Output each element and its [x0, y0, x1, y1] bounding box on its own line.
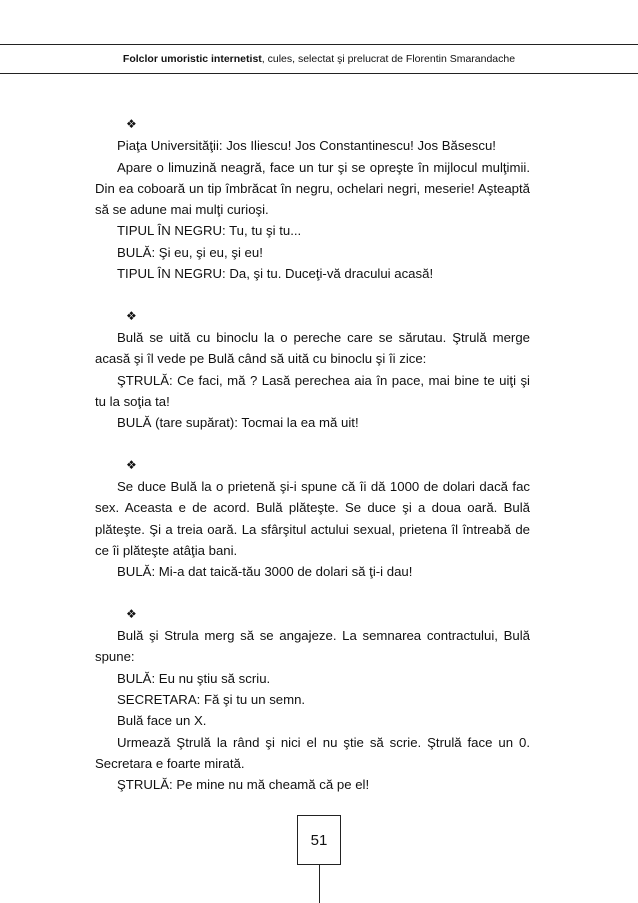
page-number: 51	[310, 831, 328, 849]
header-title-bold: Folclor umoristic internetist	[122, 53, 262, 65]
paragraph: BULĂ (tare supărat): Tocmai la ea mă uit!	[117, 415, 359, 431]
separator-diamond-icon: ❖	[126, 606, 137, 621]
separator-diamond-icon: ❖	[126, 457, 137, 472]
page-number-stem	[319, 865, 320, 903]
paragraph: Bulă face un X.	[117, 713, 207, 729]
separator-diamond-icon: ❖	[126, 117, 137, 131]
header-top-rule	[0, 44, 638, 45]
page-content	[95, 114, 530, 796]
section-gap	[95, 284, 530, 305]
section-gap	[95, 583, 530, 604]
header-bottom-rule	[0, 73, 638, 74]
separator-diamond-icon: ❖	[126, 308, 137, 323]
paragraph: ŞTRULĂ: Ce faci, mă ? Lasă perechea aia în pace, mai bine te uiţi şi tu la soţia ta!	[95, 372, 530, 409]
paragraph: SECRETARA: Fă şi tu un semn.	[117, 692, 306, 708]
section-gap	[95, 433, 530, 454]
paragraph: BULĂ: Mi-a dat taică-tău 3000 de dolari să ţi-i dau!	[117, 564, 413, 580]
paragraph: TIPUL ÎN NEGRU: Da, şi tu. Duceţi-vă dracului acasă!	[117, 266, 434, 282]
paragraph: Apare o limuzină neagră, face un tur şi se opreşte în mijlocul mulţimii. Din ea coboară un tip îmbrăcat în negru, ochelari negri, meserie! Aşteaptă să se adune mai mulţi curioşi.	[95, 159, 530, 218]
running-header	[0, 51, 638, 67]
paragraph: Bulă şi Strula merg să se angajeze. La semnarea contractului, Bulă spune:	[95, 628, 530, 665]
paragraph: Se duce Bulă la o prietenă şi-i spune că îi dă 1000 de dolari dacă fac sex. Aceasta e de acord. Bulă plăteşte. Se duce şi a doua oară. Bulă plăteşte. Şi a treia oară. La sfârşitul actului sexual, prietena îl întreabă de ce îi plăteşte atâţia bani.	[95, 479, 530, 558]
paragraph: Piaţa Universităţii: Jos Iliescu! Jos Constantinescu! Jos Băsescu!	[117, 138, 496, 154]
paragraph: BULĂ: Şi eu, şi eu, şi eu!	[117, 244, 263, 260]
paragraph: Urmează Ştrulă la rând şi nici el nu ştie să scrie. Ştrulă face un 0. Secretara e foarte mirată.	[95, 734, 530, 771]
page-number-box	[297, 815, 341, 865]
paragraph: Bulă se uită cu binoclu la o pereche care se sărutau. Ştrulă merge acasă şi îl vede pe Bulă când să uită cu binoclu şi îi zice:	[95, 329, 530, 367]
paragraph: ŞTRULĂ: Pe mine nu mă cheamă că pe el!	[117, 777, 370, 793]
header-title-rest: , cules, selectat şi prelucrat de Florentin Smarandache	[261, 53, 516, 65]
paragraph: BULĂ: Eu nu ştiu să scriu.	[117, 670, 271, 686]
paragraph: TIPUL ÎN NEGRU: Tu, tu şi tu...	[117, 223, 302, 239]
